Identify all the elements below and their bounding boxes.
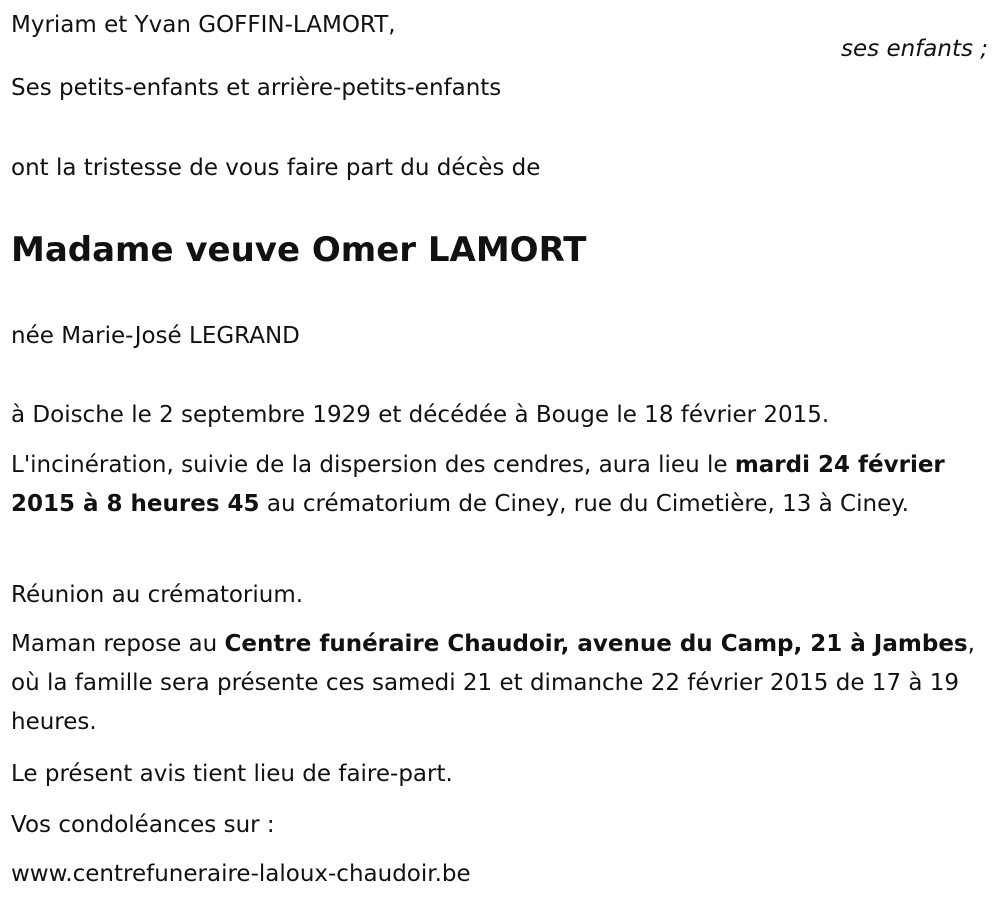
- grandchildren-line: Ses petits-enfants et arrière-petits-enfants: [11, 75, 502, 101]
- announcement-intro: ont la tristesse de vous faire part du décès de: [11, 155, 541, 181]
- cremation-date: mardi 24 février 2015 à 8 heures 45: [11, 452, 945, 517]
- rest-text-pre: Maman repose au: [11, 631, 225, 657]
- reunion-line: Réunion au crématorium.: [11, 582, 304, 608]
- rest-text-post: , où la famille sera présente ces samedi 21 et dimanche 22 février 2015 de 17 à 19 heures.: [11, 631, 975, 735]
- maiden-name: née Marie-José LEGRAND: [11, 323, 300, 349]
- condolences-label: Vos condoléances sur :: [11, 812, 275, 838]
- cremation-text-pre: L'incinération, suivie de la dispersion des cendres, aura lieu le: [11, 452, 735, 478]
- children-role: ses enfants ;: [841, 36, 988, 62]
- rest-place: Centre funéraire Chaudoir, avenue du Camp, 21 à Jambes: [224, 631, 968, 657]
- deceased-name: Madame veuve Omer LAMORT: [11, 230, 587, 270]
- cremation-paragraph: [11, 446, 986, 524]
- notice-line: Le présent avis tient lieu de faire-part.: [11, 761, 453, 787]
- rest-paragraph: [11, 625, 986, 742]
- condolences-link[interactable]: www.centrefuneraire-laloux-chaudoir.be: [11, 861, 471, 887]
- children-names: Myriam et Yvan GOFFIN-LAMORT,: [11, 12, 396, 38]
- birth-death-line: à Doische le 2 septembre 1929 et décédée à Bouge le 18 février 2015.: [11, 402, 830, 428]
- cremation-text-post: au crématorium de Ciney, rue du Cimetière, 13 à Ciney.: [259, 491, 909, 517]
